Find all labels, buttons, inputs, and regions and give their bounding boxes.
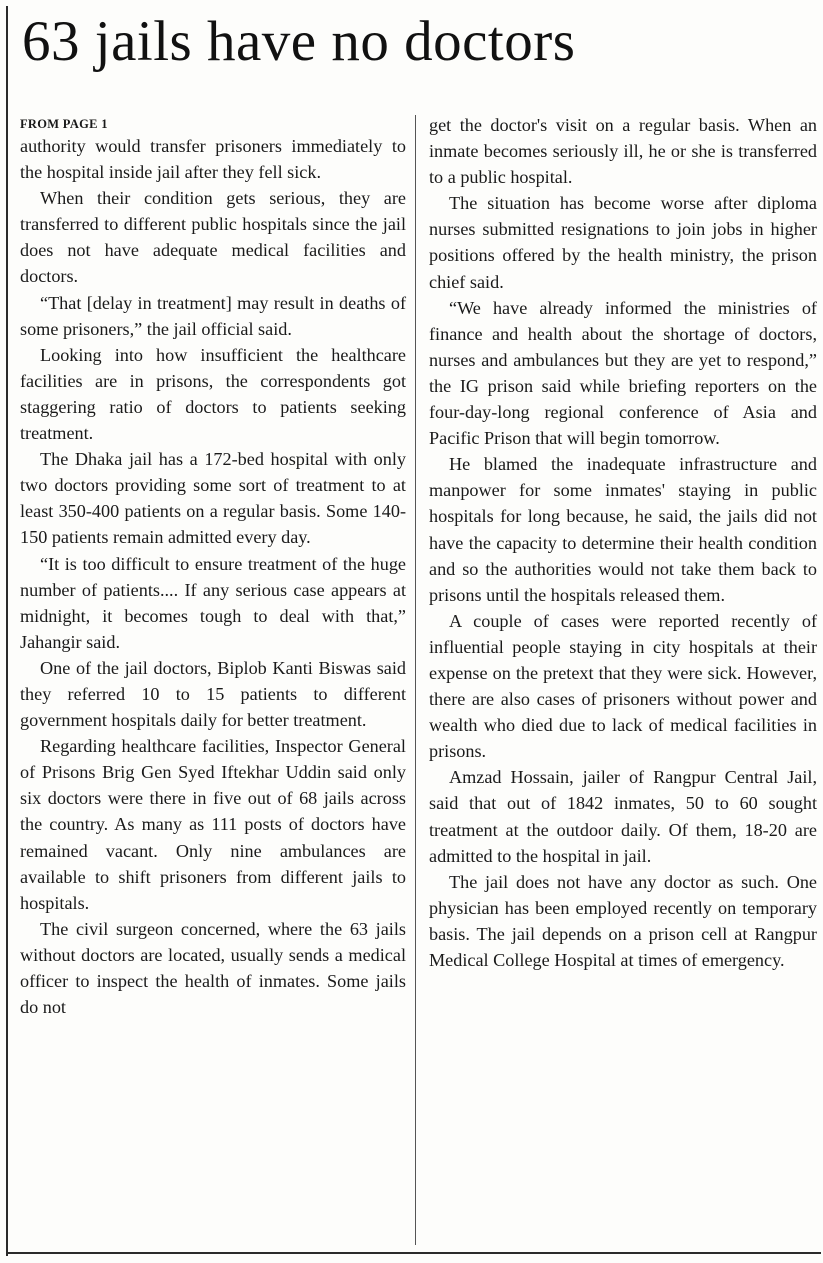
paragraph: “It is too difficult to ensure treatment of the huge number of patients.... If any serious case appears at midnight, it becomes tough to deal with that,” Jahangir said. [20, 553, 406, 652]
paragraph: authority would transfer prisoners immediately to the hospital inside jail after they fell sick. [20, 136, 406, 183]
paragraph: When their condition gets serious, they are transferred to different public hospitals since the jail does not have adequate medical facilities and doctors. [20, 188, 406, 287]
left-column [20, 112, 406, 1020]
paragraph: One of the jail doctors, Biplob Kanti Biswas said they referred 10 to 15 patients to different government hospitals daily for better treatment. [20, 657, 406, 731]
left-border-rule [6, 6, 8, 1256]
column-divider [415, 115, 416, 1245]
paragraph: The Dhaka jail has a 172-bed hospital with only two doctors providing some sort of treatment to at least 350-400 patients on a regular basis. Some 140-150 patients remain admitted every day. [20, 449, 406, 548]
right-column [429, 112, 817, 973]
paragraph: Looking into how insufficient the healthcare facilities are in prisons, the correspondents got staggering ratio of doctors to patients seeking treatment. [20, 344, 406, 444]
paragraph: “We have already informed the ministries of finance and health about the shortage of doctors, nurses and ambulances but they are yet to respond,” the IG prison said while briefing reporters on the four-day-long regional conference of Asia and Pacific Prison that will begin tomorrow. [429, 297, 817, 449]
paragraph: Regarding healthcare facilities, Inspector General of Prisons Brig Gen Syed Iftekhar Uddin said only six doctors were there in five out of 68 jails across the country. As many as 111 posts of doctors have remained vacant. Only nine ambulances are available to shift prisoners from different jails to hospitals. [20, 736, 406, 913]
from-page-label: FROM PAGE 1 [20, 117, 108, 131]
headline: 63 jails have no doctors [22, 10, 576, 73]
paragraph: A couple of cases were reported recently of influential people staying in city hospitals at their expense on the pretext that they were sick. However, there are also cases of prisoners without power and wealth who died due to lack of medical facilities in prisons. [429, 610, 817, 762]
paragraph: The situation has become worse after diploma nurses submitted resignations to join jobs in higher positions offered by the health ministry, the prison chief said. [429, 193, 817, 292]
paragraph: get the doctor's visit on a regular basis. When an inmate becomes seriously ill, he or she is transferred to a public hospital. [429, 115, 817, 188]
bottom-border-rule [6, 1252, 821, 1254]
paragraph: The jail does not have any doctor as such. One physician has been employed recently on temporary basis. The jail depends on a prison cell at Rangpur Medical College Hospital at times of emergency. [429, 871, 817, 970]
paragraph: Amzad Hossain, jailer of Rangpur Central Jail, said that out of 1842 inmates, 50 to 60 sought treatment at the outdoor daily. Of them, 18-20 are admitted to the hospital in jail. [429, 767, 817, 866]
paragraph: The civil surgeon concerned, where the 63 jails without doctors are located, usually sends a medical officer to inspect the health of inmates. Some jails do not [20, 918, 406, 1018]
paragraph: “That [delay in treatment] may result in deaths of some prisoners,” the jail official said. [20, 292, 406, 339]
paragraph: He blamed the inadequate infrastructure and manpower for some inmates' staying in public hospitals for long because, he said, the jails did not have the capacity to determine their health condition and so the authorities would not take them back to prisons until the hospitals released them. [429, 454, 817, 605]
